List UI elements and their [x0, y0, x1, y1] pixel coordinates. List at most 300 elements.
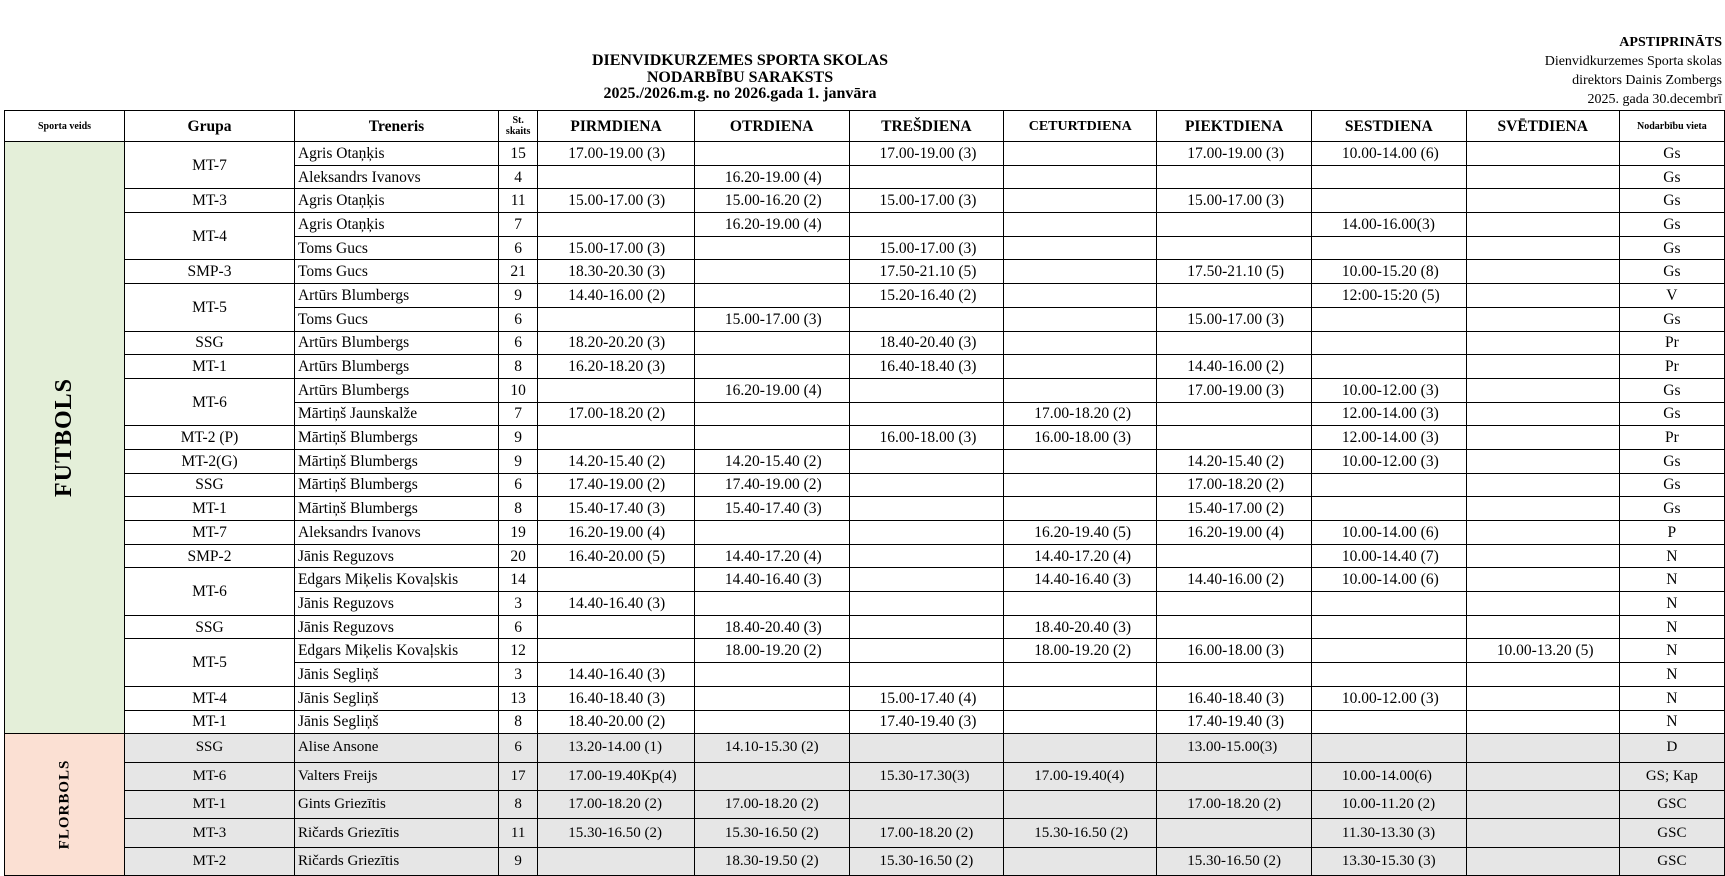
time-cell-mon: 14.40-16.40 (3): [538, 592, 695, 616]
time-cell-fri: [1157, 213, 1312, 237]
time-cell-tue: [694, 331, 849, 355]
time-cell-thu: [1004, 284, 1157, 308]
title-line-3: 2025./2026.m.g. no 2026.gada 1. janvāra: [603, 85, 877, 102]
time-cell-wed: 15.20-16.40 (2): [849, 284, 1004, 308]
trainer-cell: Toms Gucs: [294, 307, 498, 331]
venue-cell: N: [1619, 544, 1724, 568]
time-cell-sun: [1466, 710, 1619, 734]
count-cell: 9: [499, 284, 538, 308]
time-cell-sat: 10.00-12.00 (3): [1311, 449, 1466, 473]
time-cell-fri: 15.00-17.00 (3): [1157, 307, 1312, 331]
time-cell-mon: [538, 378, 695, 402]
time-cell-thu: [1004, 213, 1157, 237]
time-cell-tue: [694, 710, 849, 734]
count-cell: 6: [499, 307, 538, 331]
table-row: [5, 819, 1725, 847]
group-cell: MT-1: [125, 497, 295, 521]
trainer-cell: Artūrs Blumbergs: [294, 331, 498, 355]
trainer-cell: Edgars Miķelis Kovaļskis: [294, 639, 498, 663]
time-cell-thu: [1004, 663, 1157, 687]
table-row: [5, 847, 1725, 875]
time-cell-tue: [694, 260, 849, 284]
time-cell-wed: [849, 734, 1004, 762]
time-cell-mon: [538, 165, 695, 189]
time-cell-wed: [849, 639, 1004, 663]
time-cell-thu: 17.00-19.40(4): [1004, 762, 1157, 790]
trainer-cell: Mārtiņš Blumbergs: [294, 449, 498, 473]
time-cell-tue: [694, 592, 849, 616]
time-cell-fri: [1157, 402, 1312, 426]
time-cell-fri: [1157, 426, 1312, 450]
time-cell-sat: [1311, 497, 1466, 521]
time-cell-fri: 17.00-18.20 (2): [1157, 790, 1312, 818]
sport-florbols: [5, 734, 125, 876]
trainer-cell: Aleksandrs Ivanovs: [294, 521, 498, 545]
venue-cell: Gs: [1619, 378, 1724, 402]
time-cell-wed: [849, 615, 1004, 639]
group-cell: MT-2(G): [125, 449, 295, 473]
table-row: [5, 762, 1725, 790]
time-cell-sun: [1466, 402, 1619, 426]
time-cell-sat: 14.00-16.00(3): [1311, 213, 1466, 237]
venue-cell: Pr: [1619, 355, 1724, 379]
time-cell-mon: 17.00-19.40Kp(4): [538, 762, 695, 790]
table-row: [5, 355, 1725, 379]
count-cell: 17: [499, 762, 538, 790]
time-cell-thu: [1004, 686, 1157, 710]
count-cell: 8: [499, 497, 538, 521]
time-cell-sat: 12:00-15:20 (5): [1311, 284, 1466, 308]
time-cell-mon: 18.20-20.20 (3): [538, 331, 695, 355]
time-cell-sat: 10.00-12.00 (3): [1311, 378, 1466, 402]
time-cell-wed: [849, 473, 1004, 497]
time-cell-sat: 10.00-14.00(6): [1311, 762, 1466, 790]
time-cell-mon: [538, 426, 695, 450]
count-cell: 3: [499, 663, 538, 687]
group-cell: SSG: [125, 734, 295, 762]
time-cell-sun: [1466, 307, 1619, 331]
group-cell: MT-7: [125, 142, 295, 189]
time-cell-sat: 10.00-14.40 (7): [1311, 544, 1466, 568]
group-cell: MT-1: [125, 355, 295, 379]
time-cell-thu: [1004, 355, 1157, 379]
time-cell-sun: [1466, 355, 1619, 379]
time-cell-mon: 16.20-18.20 (3): [538, 355, 695, 379]
group-cell: MT-1: [125, 790, 295, 818]
count-cell: 4: [499, 165, 538, 189]
table-row: [5, 568, 1725, 592]
time-cell-mon: [538, 847, 695, 875]
time-cell-tue: 15.30-16.50 (2): [694, 819, 849, 847]
time-cell-sun: [1466, 236, 1619, 260]
count-cell: 9: [499, 449, 538, 473]
group-cell: MT-3: [125, 819, 295, 847]
time-cell-fri: 15.40-17.00 (2): [1157, 497, 1312, 521]
approval-line-2: direktors Dainis Zombergs: [1572, 73, 1722, 88]
time-cell-thu: [1004, 331, 1157, 355]
time-cell-mon: [538, 213, 695, 237]
time-cell-wed: 16.40-18.40 (3): [849, 355, 1004, 379]
time-cell-wed: [849, 402, 1004, 426]
approval-line-1: Dienvidkurzemes Sporta skolas: [1544, 54, 1722, 69]
time-cell-tue: [694, 402, 849, 426]
time-cell-sat: 10.00-12.00 (3): [1311, 686, 1466, 710]
time-cell-fri: 17.50-21.10 (5): [1157, 260, 1312, 284]
table-row: [5, 213, 1725, 237]
time-cell-fri: 17.00-19.00 (3): [1157, 142, 1312, 166]
trainer-cell: Jānis Segliņš: [294, 710, 498, 734]
time-cell-wed: [849, 307, 1004, 331]
time-cell-fri: 17.00-18.20 (2): [1157, 473, 1312, 497]
time-cell-sat: [1311, 473, 1466, 497]
time-cell-wed: [849, 165, 1004, 189]
time-cell-fri: [1157, 165, 1312, 189]
trainer-cell: Gints Griezītis: [294, 790, 498, 818]
time-cell-thu: 14.40-17.20 (4): [1004, 544, 1157, 568]
time-cell-mon: 17.00-19.00 (3): [538, 142, 695, 166]
time-cell-sun: [1466, 615, 1619, 639]
group-cell: SSG: [125, 615, 295, 639]
time-cell-mon: 13.20-14.00 (1): [538, 734, 695, 762]
trainer-cell: Agris Otaņķis: [294, 213, 498, 237]
approval-label: APSTIPRINĀTS: [1619, 35, 1722, 50]
trainer-cell: Mārtiņš Jaunskalže: [294, 402, 498, 426]
trainer-cell: Alise Ansone: [294, 734, 498, 762]
time-cell-sat: [1311, 165, 1466, 189]
venue-cell: Gs: [1619, 165, 1724, 189]
time-cell-thu: 15.30-16.50 (2): [1004, 819, 1157, 847]
time-cell-sun: 10.00-13.20 (5): [1466, 639, 1619, 663]
time-cell-wed: 17.00-18.20 (2): [849, 819, 1004, 847]
approval-line-3: 2025. gada 30.decembrī: [1587, 92, 1722, 107]
count-cell: 20: [499, 544, 538, 568]
group-cell: SSG: [125, 473, 295, 497]
venue-cell: N: [1619, 615, 1724, 639]
time-cell-sat: [1311, 710, 1466, 734]
col-saturday: SESTDIENA: [1311, 111, 1466, 142]
time-cell-tue: 18.40-20.40 (3): [694, 615, 849, 639]
time-cell-thu: 18.40-20.40 (3): [1004, 615, 1157, 639]
col-count: St. skaits: [499, 111, 538, 142]
time-cell-mon: 18.40-20.00 (2): [538, 710, 695, 734]
count-cell: 15: [499, 142, 538, 166]
col-venue: Nodarbību vieta: [1619, 111, 1724, 142]
trainer-cell: Agris Otaņķis: [294, 189, 498, 213]
time-cell-fri: 17.40-19.40 (3): [1157, 710, 1312, 734]
time-cell-wed: 16.00-18.00 (3): [849, 426, 1004, 450]
time-cell-tue: 18.30-19.50 (2): [694, 847, 849, 875]
time-cell-fri: 16.40-18.40 (3): [1157, 686, 1312, 710]
time-cell-fri: [1157, 592, 1312, 616]
venue-cell: Gs: [1619, 260, 1724, 284]
time-cell-wed: 15.00-17.00 (3): [849, 189, 1004, 213]
time-cell-thu: 17.00-18.20 (2): [1004, 402, 1157, 426]
time-cell-wed: 17.50-21.10 (5): [849, 260, 1004, 284]
time-cell-thu: 16.20-19.40 (5): [1004, 521, 1157, 545]
time-cell-thu: [1004, 497, 1157, 521]
time-cell-sun: [1466, 497, 1619, 521]
time-cell-wed: [849, 497, 1004, 521]
venue-cell: GSC: [1619, 847, 1724, 875]
time-cell-tue: [694, 142, 849, 166]
venue-cell: Gs: [1619, 449, 1724, 473]
time-cell-tue: 17.40-19.00 (2): [694, 473, 849, 497]
time-cell-fri: [1157, 544, 1312, 568]
time-cell-sun: [1466, 847, 1619, 875]
time-cell-sat: 10.00-14.00 (6): [1311, 142, 1466, 166]
table-row: [5, 378, 1725, 402]
time-cell-sun: [1466, 734, 1619, 762]
time-cell-thu: 18.00-19.20 (2): [1004, 639, 1157, 663]
time-cell-thu: [1004, 710, 1157, 734]
time-cell-fri: 15.00-17.00 (3): [1157, 189, 1312, 213]
time-cell-thu: [1004, 189, 1157, 213]
col-group: Grupa: [125, 111, 295, 142]
time-cell-wed: 15.00-17.40 (4): [849, 686, 1004, 710]
col-friday: PIEKTDIENA: [1157, 111, 1312, 142]
time-cell-wed: [849, 790, 1004, 818]
time-cell-thu: [1004, 473, 1157, 497]
count-cell: 14: [499, 568, 538, 592]
group-cell: SMP-2: [125, 544, 295, 568]
count-cell: 7: [499, 402, 538, 426]
time-cell-fri: 13.00-15.00(3): [1157, 734, 1312, 762]
time-cell-sun: [1466, 568, 1619, 592]
venue-cell: N: [1619, 592, 1724, 616]
sport-label: FUTBOLS: [51, 378, 78, 498]
venue-cell: GSC: [1619, 790, 1724, 818]
time-cell-sat: [1311, 734, 1466, 762]
time-cell-sun: [1466, 663, 1619, 687]
trainer-cell: Jānis Segliņš: [294, 663, 498, 687]
schedule-body: [5, 142, 1725, 876]
time-cell-sun: [1466, 260, 1619, 284]
time-cell-mon: 16.40-18.40 (3): [538, 686, 695, 710]
trainer-cell: Mārtiņš Blumbergs: [294, 473, 498, 497]
count-cell: 12: [499, 639, 538, 663]
count-cell: 19: [499, 521, 538, 545]
time-cell-sun: [1466, 819, 1619, 847]
time-cell-sat: [1311, 639, 1466, 663]
trainer-cell: Jānis Reguzovs: [294, 544, 498, 568]
time-cell-fri: [1157, 331, 1312, 355]
time-cell-wed: 15.30-17.30(3): [849, 762, 1004, 790]
time-cell-wed: [849, 449, 1004, 473]
schedule-table: [4, 110, 1725, 876]
table-row: [5, 284, 1725, 308]
table-row: [5, 790, 1725, 818]
table-row: [5, 615, 1725, 639]
trainer-cell: Toms Gucs: [294, 260, 498, 284]
time-cell-sun: [1466, 189, 1619, 213]
col-sport: Sporta veids: [5, 111, 125, 142]
time-cell-mon: [538, 307, 695, 331]
table-row: [5, 639, 1725, 663]
time-cell-tue: 15.40-17.40 (3): [694, 497, 849, 521]
col-trainer: Treneris: [294, 111, 498, 142]
trainer-cell: Ričards Griezītis: [294, 819, 498, 847]
time-cell-tue: [694, 236, 849, 260]
time-cell-sun: [1466, 378, 1619, 402]
title-line-1: DIENVIDKURZEMES SPORTA SKOLAS: [591, 52, 889, 69]
time-cell-sun: [1466, 331, 1619, 355]
time-cell-wed: [849, 521, 1004, 545]
time-cell-fri: 14.20-15.40 (2): [1157, 449, 1312, 473]
col-monday: PIRMDIENA: [538, 111, 695, 142]
time-cell-wed: [849, 663, 1004, 687]
time-cell-tue: 17.00-18.20 (2): [694, 790, 849, 818]
sport-label: FLORBOLS: [56, 759, 73, 850]
col-tuesday: OTRDIENA: [694, 111, 849, 142]
time-cell-tue: 14.40-17.20 (4): [694, 544, 849, 568]
time-cell-mon: 17.00-18.20 (2): [538, 402, 695, 426]
group-cell: MT-7: [125, 521, 295, 545]
time-cell-sat: 10.00-15.20 (8): [1311, 260, 1466, 284]
group-cell: MT-2: [125, 847, 295, 875]
time-cell-fri: 15.30-16.50 (2): [1157, 847, 1312, 875]
document-title: [560, 53, 920, 103]
time-cell-sat: [1311, 592, 1466, 616]
count-cell: 10: [499, 378, 538, 402]
time-cell-sun: [1466, 165, 1619, 189]
table-row: [5, 544, 1725, 568]
time-cell-sun: [1466, 426, 1619, 450]
group-cell: MT-4: [125, 213, 295, 260]
venue-cell: GSC: [1619, 819, 1724, 847]
time-cell-sat: [1311, 355, 1466, 379]
time-cell-sun: [1466, 521, 1619, 545]
time-cell-mon: 15.00-17.00 (3): [538, 189, 695, 213]
venue-cell: N: [1619, 639, 1724, 663]
group-cell: MT-2 (P): [125, 426, 295, 450]
venue-cell: Gs: [1619, 213, 1724, 237]
time-cell-mon: 14.20-15.40 (2): [538, 449, 695, 473]
venue-cell: N: [1619, 686, 1724, 710]
time-cell-sat: 10.00-11.20 (2): [1311, 790, 1466, 818]
time-cell-tue: [694, 762, 849, 790]
venue-cell: D: [1619, 734, 1724, 762]
time-cell-sun: [1466, 686, 1619, 710]
trainer-cell: Jānis Reguzovs: [294, 615, 498, 639]
venue-cell: Pr: [1619, 426, 1724, 450]
time-cell-mon: [538, 639, 695, 663]
count-cell: 6: [499, 473, 538, 497]
venue-cell: Gs: [1619, 189, 1724, 213]
group-cell: MT-3: [125, 189, 295, 213]
table-row: [5, 710, 1725, 734]
table-row: [5, 686, 1725, 710]
time-cell-mon: 14.40-16.40 (3): [538, 663, 695, 687]
group-cell: MT-5: [125, 639, 295, 686]
time-cell-tue: 18.00-19.20 (2): [694, 639, 849, 663]
venue-cell: N: [1619, 568, 1724, 592]
trainer-cell: Jānis Reguzovs: [294, 592, 498, 616]
time-cell-fri: [1157, 284, 1312, 308]
count-cell: 8: [499, 355, 538, 379]
count-cell: 8: [499, 710, 538, 734]
venue-cell: Gs: [1619, 402, 1724, 426]
group-cell: MT-6: [125, 568, 295, 615]
time-cell-mon: 15.30-16.50 (2): [538, 819, 695, 847]
venue-cell: N: [1619, 663, 1724, 687]
time-cell-tue: [694, 686, 849, 710]
table-row: [5, 497, 1725, 521]
trainer-cell: Mārtiņš Blumbergs: [294, 497, 498, 521]
table-row: [5, 734, 1725, 762]
time-cell-tue: 14.20-15.40 (2): [694, 449, 849, 473]
count-cell: 7: [499, 213, 538, 237]
time-cell-tue: [694, 521, 849, 545]
table-row: [5, 449, 1725, 473]
time-cell-sat: [1311, 307, 1466, 331]
approval-block: [1545, 33, 1722, 109]
table-row: [5, 260, 1725, 284]
table-row: [5, 331, 1725, 355]
time-cell-tue: 14.40-16.40 (3): [694, 568, 849, 592]
time-cell-fri: [1157, 663, 1312, 687]
time-cell-tue: 16.20-19.00 (4): [694, 213, 849, 237]
table-row: [5, 521, 1725, 545]
venue-cell: Gs: [1619, 236, 1724, 260]
trainer-cell: Agris Otaņķis: [294, 142, 498, 166]
time-cell-mon: 15.40-17.40 (3): [538, 497, 695, 521]
trainer-cell: Edgars Miķelis Kovaļskis: [294, 568, 498, 592]
time-cell-mon: 17.00-18.20 (2): [538, 790, 695, 818]
count-cell: 9: [499, 426, 538, 450]
time-cell-sun: [1466, 284, 1619, 308]
time-cell-wed: [849, 213, 1004, 237]
trainer-cell: Ričards Griezītis: [294, 847, 498, 875]
time-cell-sun: [1466, 142, 1619, 166]
time-cell-wed: [849, 592, 1004, 616]
table-row: [5, 473, 1725, 497]
trainer-cell: Artūrs Blumbergs: [294, 355, 498, 379]
time-cell-thu: [1004, 307, 1157, 331]
header-row: [5, 111, 1725, 142]
time-cell-thu: [1004, 260, 1157, 284]
time-cell-sat: [1311, 236, 1466, 260]
time-cell-mon: 16.40-20.00 (5): [538, 544, 695, 568]
time-cell-thu: [1004, 236, 1157, 260]
table-row: [5, 189, 1725, 213]
venue-cell: N: [1619, 710, 1724, 734]
time-cell-tue: 15.00-16.20 (2): [694, 189, 849, 213]
count-cell: 3: [499, 592, 538, 616]
time-cell-sat: [1311, 615, 1466, 639]
time-cell-fri: [1157, 762, 1312, 790]
time-cell-thu: 16.00-18.00 (3): [1004, 426, 1157, 450]
count-cell: 6: [499, 331, 538, 355]
time-cell-sat: 12.00-14.00 (3): [1311, 426, 1466, 450]
title-line-2: NODARBĪBU SARAKSTS: [646, 68, 834, 86]
venue-cell: GS; Kap: [1619, 762, 1724, 790]
time-cell-tue: [694, 663, 849, 687]
group-cell: MT-1: [125, 710, 295, 734]
venue-cell: Gs: [1619, 497, 1724, 521]
time-cell-thu: [1004, 847, 1157, 875]
count-cell: 6: [499, 615, 538, 639]
time-cell-sat: [1311, 663, 1466, 687]
table-row: [5, 142, 1725, 166]
time-cell-wed: 18.40-20.40 (3): [849, 331, 1004, 355]
group-cell: SSG: [125, 331, 295, 355]
sport-futbols: [5, 142, 125, 734]
venue-cell: V: [1619, 284, 1724, 308]
time-cell-wed: [849, 378, 1004, 402]
time-cell-tue: [694, 355, 849, 379]
trainer-cell: Jānis Segliņš: [294, 686, 498, 710]
count-cell: 11: [499, 189, 538, 213]
